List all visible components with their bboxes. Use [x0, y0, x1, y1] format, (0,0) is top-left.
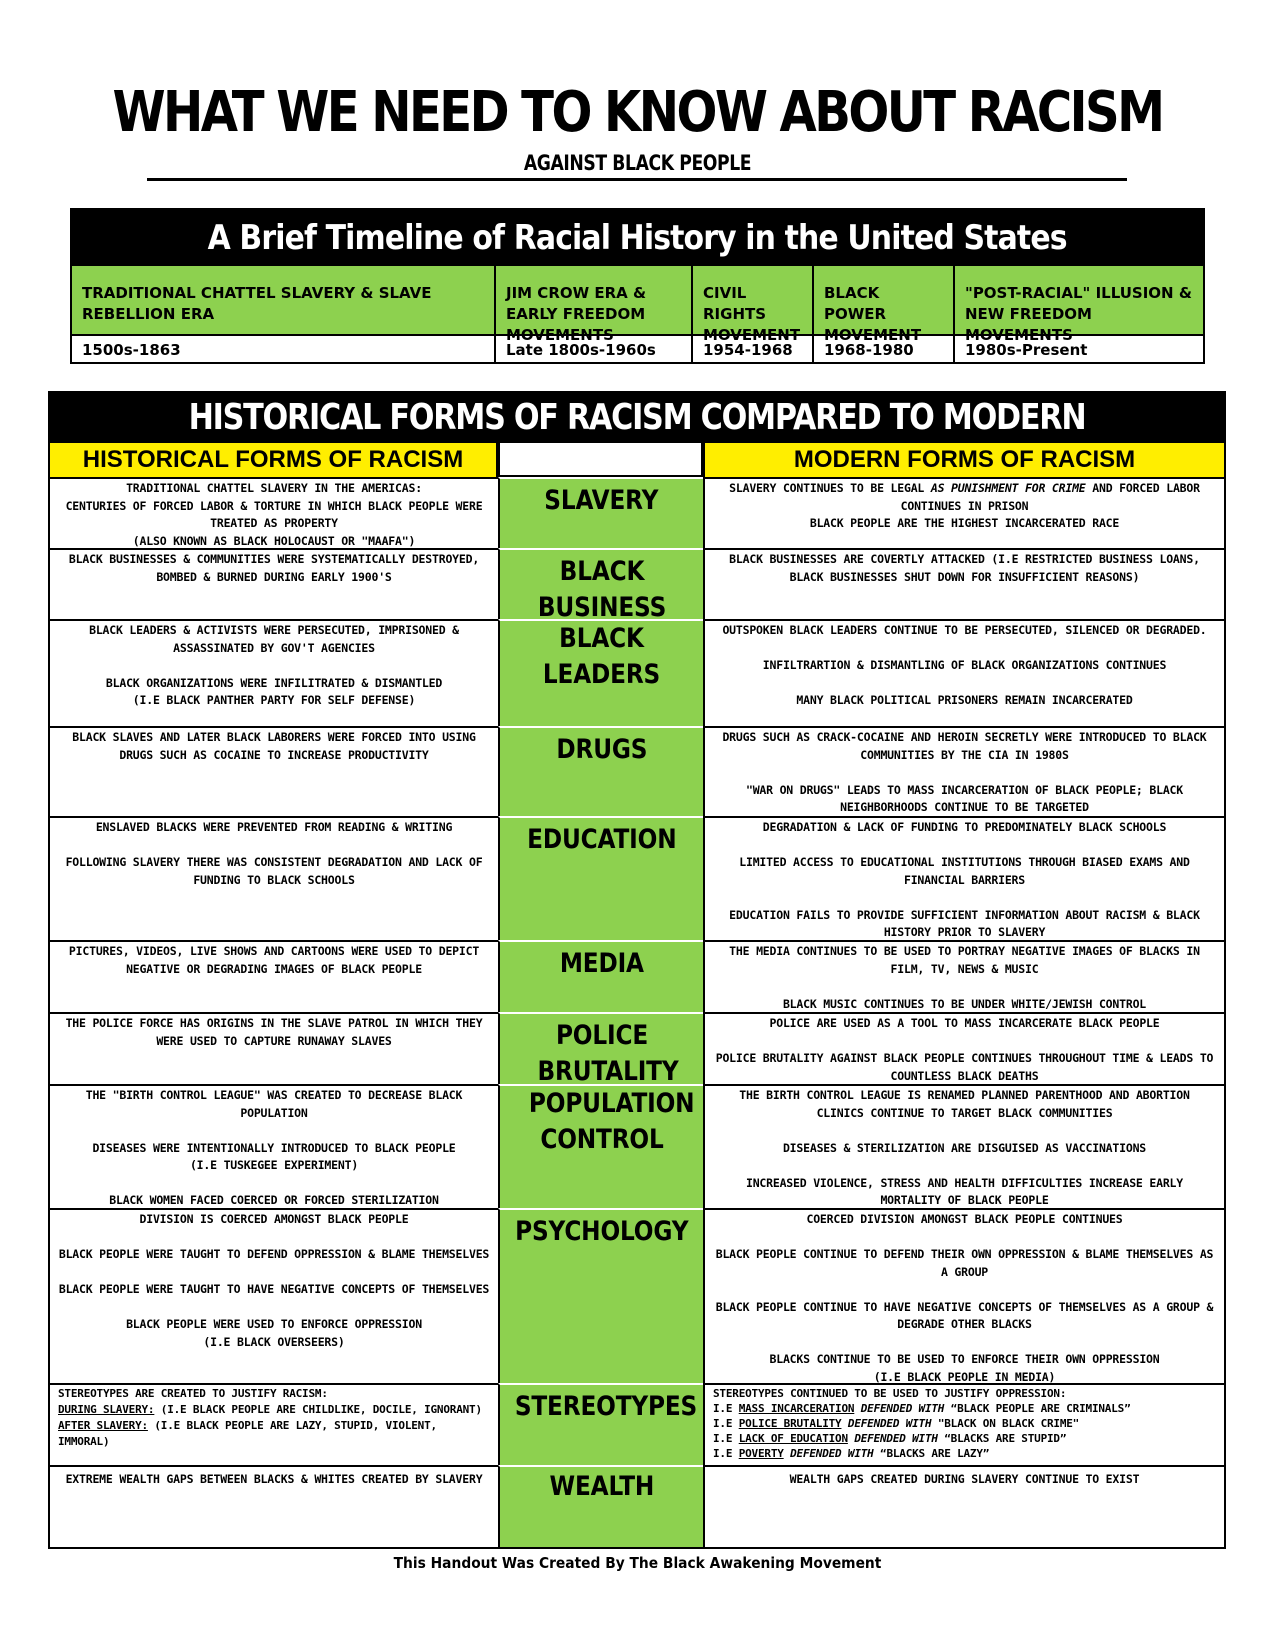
- topic-cell: PSYCHOLOGY: [498, 1208, 703, 1383]
- table-row: [50, 477, 1224, 548]
- timeline-era-dates: [72, 334, 1203, 362]
- topic-column-header: [498, 443, 703, 477]
- modern-cell: THE BIRTH CONTROL LEAGUE IS RENAMED PLANNED PARENTHOOD AND ABORTION CLINICS CONTINUE TO TARGET BLACK COMMUNITIES DISEASES & STERILIZATION ARE DISGUISED AS VACCINATIONS INCREASED VIOLENCE, STRESS AND HEALTH DIFFICULTIES INCREASE EARLY MORTALITY OF BLACK PEOPLE: [703, 1086, 1224, 1208]
- table-row: [50, 1465, 1224, 1547]
- historical-cell: THE "BIRTH CONTROL LEAGUE" WAS CREATED TO DECREASE BLACK POPULATION DISEASES WERE INTENTIONALLY INTRODUCED TO BLACK PEOPLE (I.E TUSKEGEE EXPERIMENT) BLACK WOMEN FACED COERCED OR FORCED STERILIZATION: [85, 1088, 463, 1207]
- table-row: [50, 726, 1224, 816]
- table-row: [50, 1383, 1224, 1465]
- comparison-table: [48, 391, 1226, 1549]
- era-name: CIVIL RIGHTS MOVEMENT: [693, 266, 814, 334]
- historical-cell: BLACK BUSINESSES & COMMUNITIES WERE SYSTEMATICALLY DESTROYED, BOMBED & BURNED DURING EARLY 1900'S: [68, 552, 480, 584]
- footer-credit: This Handout Was Created By The Black Awakening Movement: [393, 1554, 882, 1572]
- modern-cell: POLICE ARE USED AS A TOOL TO MASS INCARCERATE BLACK PEOPLE POLICE BRUTALITY AGAINST BLACK PEOPLE CONTINUES THROUGHOUT TIME & LEADS TO COUNTLESS BLACK DEATHS: [703, 1014, 1224, 1084]
- historical-column-header: HISTORICAL FORMS OF RACISM: [50, 443, 498, 477]
- table-row: [50, 940, 1224, 1012]
- topic-cell: POLICE BRUTALITY: [498, 1012, 703, 1084]
- historical-cell: THE POLICE FORCE HAS ORIGINS IN THE SLAVE PATROL IN WHICH THEY WERE USED TO CAPTURE RUNAWAY SLAVES: [65, 1016, 483, 1048]
- era-dates: 1968-1980: [814, 334, 955, 362]
- topic-cell: WEALTH: [498, 1465, 703, 1547]
- modern-cell: SLAVERY CONTINUES TO BE LEGAL AS PUNISHMENT FOR CRIME AND FORCED LABOR CONTINUES IN PRISON BLACK PEOPLE ARE THE HIGHEST INCARCERATED RACE: [703, 479, 1224, 548]
- modern-cell: BLACK BUSINESSES ARE COVERTLY ATTACKED (I.E RESTRICTED BUSINESS LOANS, BLACK BUSINESSES SHUT DOWN FOR INSUFFICIENT REASONS): [703, 550, 1224, 619]
- topic-cell: BLACK LEADERS: [498, 619, 703, 726]
- table-row: [50, 1012, 1224, 1084]
- era-dates: 1500s-1863: [72, 334, 496, 362]
- timeline-era-names: [72, 266, 1203, 344]
- topic-cell: EDUCATION: [498, 816, 703, 940]
- modern-cell: DEGRADATION & LACK OF FUNDING TO PREDOMINATELY BLACK SCHOOLS LIMITED ACCESS TO EDUCATIONAL INSTITUTIONS THROUGH BIASED EXAMS AND FINANCIAL BARRIERS EDUCATION FAILS TO PROVIDE SUFFICIENT INFORMATION ABOUT RACISM & BLACK HISTORY PRIOR TO SLAVERY: [703, 818, 1224, 940]
- modern-cell: COERCED DIVISION AMONGST BLACK PEOPLE CONTINUES BLACK PEOPLE CONTINUE TO DEFEND THEIR OWN OPPRESSION & BLAME THEMSELVES AS A GROUP BLACK PEOPLE CONTINUE TO HAVE NEGATIVE CONCEPTS OF THEMSELVES AS A GROUP & DEGRADE OTHER BLACKS BLACKS CONTINUE TO BE USED TO ENFORCE THEIR OWN OPPRESSION (I.E BLACK PEOPLE IN MEDIA): [703, 1210, 1224, 1383]
- table-row: [50, 816, 1224, 940]
- comparison-heading: HISTORICAL FORMS OF RACISM COMPARED TO MODERN: [50, 393, 1224, 443]
- topic-cell: SLAVERY: [498, 477, 703, 548]
- topic-cell: POPULATION CONTROL: [498, 1084, 703, 1208]
- modern-cell: THE MEDIA CONTINUES TO BE USED TO PORTRAY NEGATIVE IMAGES OF BLACKS IN FILM, TV, NEWS & MUSIC BLACK MUSIC CONTINUES TO BE UNDER WHITE/JEWISH CONTROL: [703, 942, 1224, 1012]
- modern-cell: DRUGS SUCH AS CRACK-COCAINE AND HEROIN SECRETLY WERE INTRODUCED TO BLACK COMMUNITIES BY THE CIA IN 1980S "WAR ON DRUGS" LEADS TO MASS INCARCERATION OF BLACK PEOPLE; BLACK NEIGHBORHOODS CONTINUE TO BE TARGETED: [703, 728, 1224, 816]
- era-name: "POST-RACIAL" ILLUSION & NEW FREEDOM MOVEMENTS: [955, 266, 1203, 334]
- topic-cell: STEREOTYPES: [498, 1383, 703, 1465]
- table-row: [50, 1084, 1224, 1208]
- era-dates: 1954-1968: [693, 334, 814, 362]
- era-dates: 1980s-Present: [955, 334, 1203, 362]
- historical-cell: ENSLAVED BLACKS WERE PREVENTED FROM READING & WRITING FOLLOWING SLAVERY THERE WAS CONSISTENT DEGRADATION AND LACK OF FUNDING TO BLACK SCHOOLS: [65, 820, 483, 887]
- timeline-heading: A Brief Timeline of Racial History in the United States: [72, 210, 1203, 266]
- title-divider: [147, 178, 1127, 181]
- era-dates: Late 1800s-1960s: [496, 334, 693, 362]
- era-name: BLACK POWER MOVEMENT: [814, 266, 955, 334]
- modern-cell: STEREOTYPES CONTINUED TO BE USED TO JUSTIFY OPPRESSION: I.E MASS INCARCERATION DEFENDED WITH “BLACK PEOPLE ARE CRIMINALS” I.E POLICE BRUTALITY DEFENDED WITH "BLACK ON BLACK CRIME" I.E LACK OF EDUCATION DEFENDED WITH “BLACKS ARE STUPID” I.E POVERTY DEFENDED WITH “BLACKS ARE LAZY”: [703, 1385, 1224, 1465]
- era-name: TRADITIONAL CHATTEL SLAVERY & SLAVE REBELLION ERA: [72, 266, 496, 334]
- table-row: [50, 548, 1224, 619]
- historical-cell: BLACK SLAVES AND LATER BLACK LABORERS WERE FORCED INTO USING DRUGS SUCH AS COCAINE TO INCREASE PRODUCTIVITY: [72, 730, 476, 762]
- historical-cell: PICTURES, VIDEOS, LIVE SHOWS AND CARTOONS WERE USED TO DEPICT NEGATIVE OR DEGRADING IMAGES OF BLACK PEOPLE: [68, 944, 480, 976]
- topic-cell: DRUGS: [498, 726, 703, 816]
- table-row: [50, 1208, 1224, 1383]
- historical-cell: EXTREME WEALTH GAPS BETWEEN BLACKS & WHITES CREATED BY SLAVERY: [65, 1472, 483, 1486]
- historical-cell: DIVISION IS COERCED AMONGST BLACK PEOPLE BLACK PEOPLE WERE TAUGHT TO DEFEND OPPRESSION & BLAME THEMSELVES BLACK PEOPLE WERE TAUGHT TO HAVE NEGATIVE CONCEPTS OF THEMSELVES BLACK PEOPLE WERE USED TO ENFORCE OPPRESSION (I.E BLACK OVERSEERS): [58, 1212, 490, 1349]
- historical-cell: BLACK LEADERS & ACTIVISTS WERE PERSECUTED, IMPRISONED & ASSASSINATED BY GOV'T AGENCIES BLACK ORGANIZATIONS WERE INFILITRATED & DISMANTLED (I.E BLACK PANTHER PARTY FOR SELF DEFENSE): [89, 623, 459, 707]
- topic-cell: BLACK BUSINESS: [498, 548, 703, 619]
- modern-column-header: MODERN FORMS OF RACISM: [703, 443, 1224, 477]
- modern-cell: OUTSPOKEN BLACK LEADERS CONTINUE TO BE PERSECUTED, SILENCED OR DEGRADED. INFILTRARTION & DISMANTLING OF BLACK ORGANIZATIONS CONTINUES MANY BLACK POLITICAL PRISONERS REMAIN INCARCERATED: [703, 621, 1224, 726]
- historical-cell: STEREOTYPES ARE CREATED TO JUSTIFY RACISM: DURING SLAVERY: (I.E BLACK PEOPLE ARE CHILDLIKE, DOCILE, IGNORANT) AFTER SLAVERY: (I.E BLACK PEOPLE ARE LAZY, STUPID, VIOLENT, IMMORAL): [58, 1387, 482, 1448]
- historical-cell: TRADITIONAL CHATTEL SLAVERY IN THE AMERICAS: CENTURIES OF FORCED LABOR & TORTURE IN WHICH BLACK PEOPLE WERE TREATED AS PROPERTY (ALSO KNOWN AS BLACK HOLOCAUST OR "MAAFA"): [65, 481, 483, 548]
- page-title: WHAT WE NEED TO KNOW ABOUT RACISM: [112, 80, 1163, 145]
- modern-cell: WEALTH GAPS CREATED DURING SLAVERY CONTINUE TO EXIST: [703, 1467, 1224, 1547]
- era-name: JIM CROW ERA & EARLY FREEDOM MOVEMENTS: [496, 266, 693, 334]
- page-subtitle: AGAINST BLACK PEOPLE: [523, 151, 752, 175]
- timeline-table: [70, 208, 1205, 364]
- topic-cell: MEDIA: [498, 940, 703, 1012]
- table-row: [50, 619, 1224, 726]
